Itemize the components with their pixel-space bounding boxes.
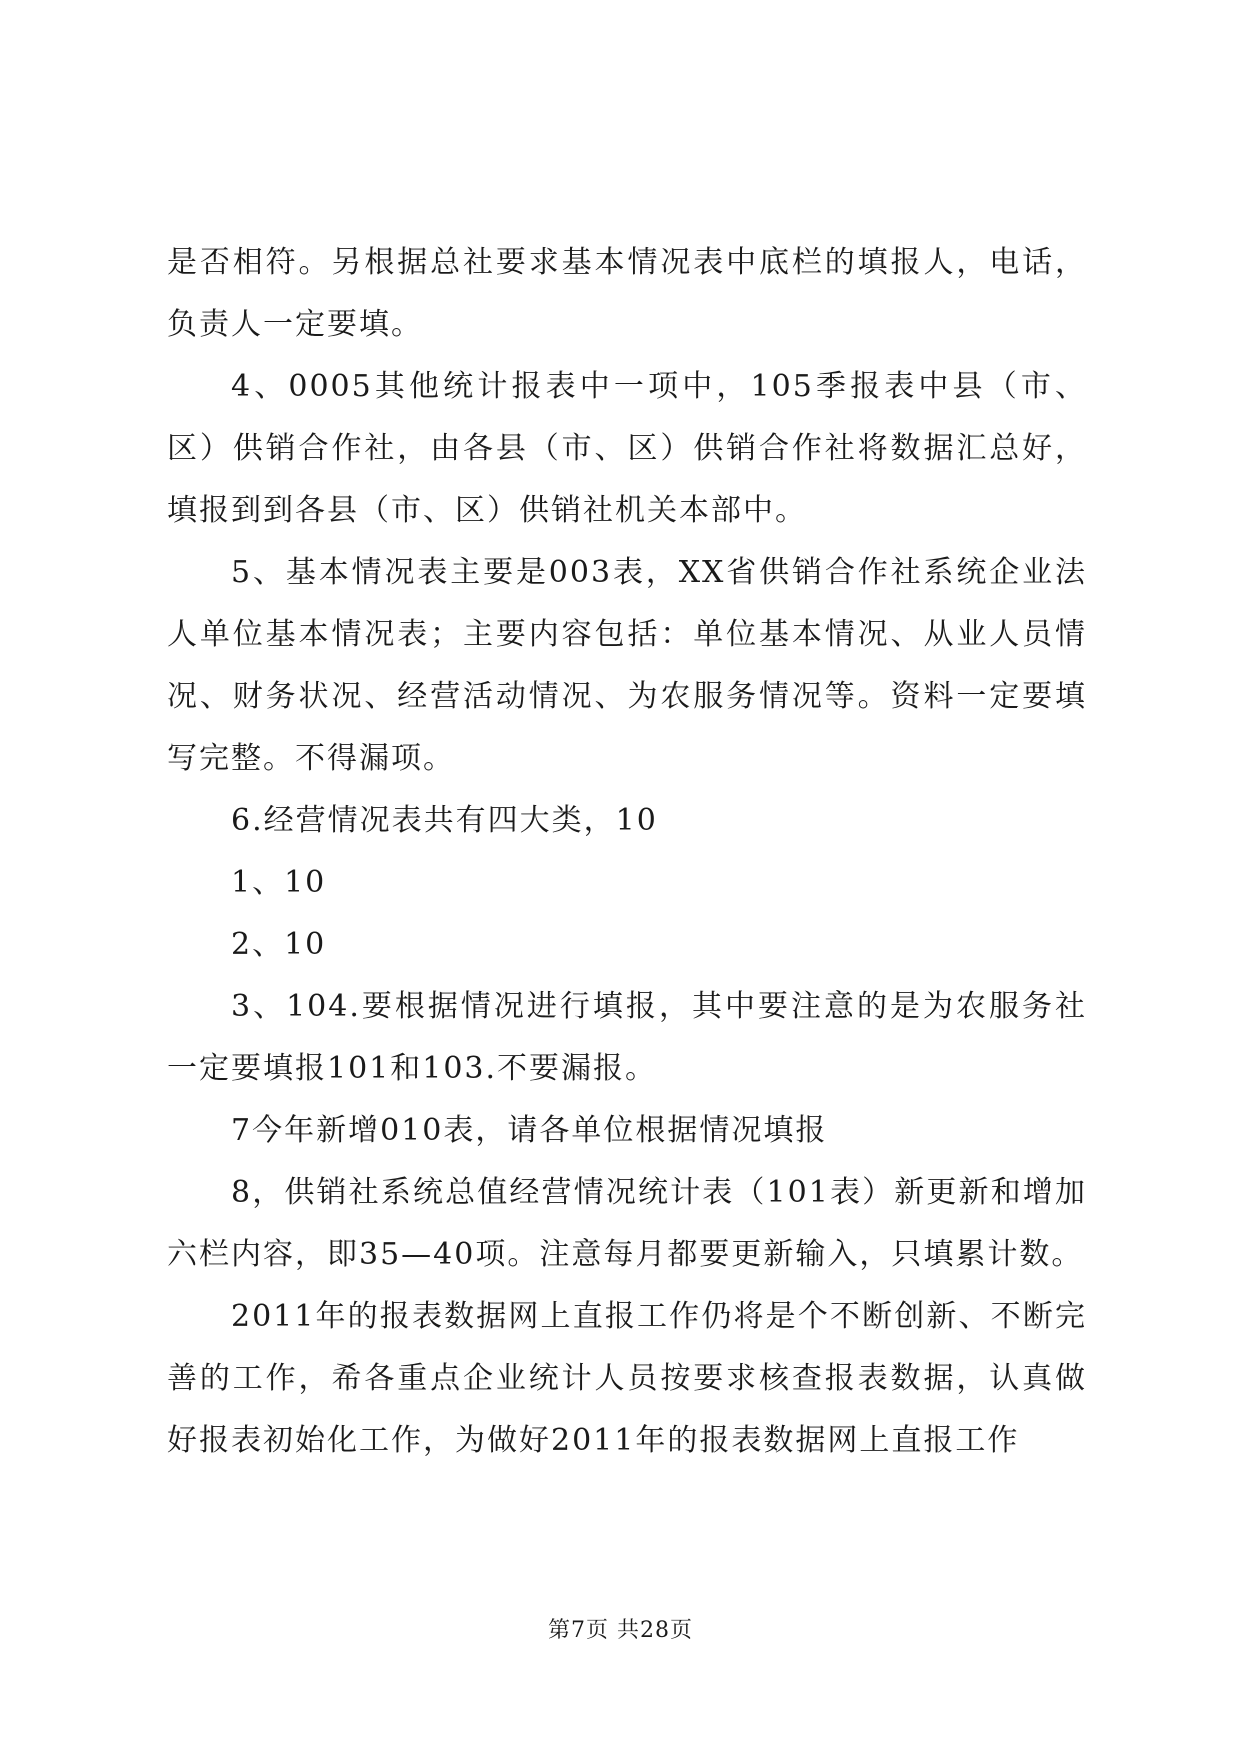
paragraph-subitem-3: 3、104.要根据情况进行填报，其中要注意的是为农服务社一定要填报101和103.不要漏报。 [167,989,1087,1086]
paragraph-item-5: 5、基本情况表主要是003表，XX省供销合作社系统企业法人单位基本情况表；主要内容包括：单位基本情况、从业人员情况、财务状况、经营活动情况、为农服务情况等。资料一定要填写完整。不得漏项。 [167,555,1087,776]
paragraph-item-8: 8，供销社系统总值经营情况统计表（101表）新更新和增加六栏内容，即35—40项。注意每月都要更新输入，只填累计数。 [167,1175,1087,1272]
body-text [167,232,1087,1472]
paragraph-item-4: 4、0005其他统计报表中一项中，105季报表中县（市、区）供销合作社，由各县（市、区）供销合作社将数据汇总好，填报到到各县（市、区）供销社机关本部中。 [167,369,1087,528]
paragraph-item-6: 6.经营情况表共有四大类，10 [231,803,658,838]
paragraph-subitem-2: 2、10 [231,927,327,962]
paragraph-continuation: 是否相符。另根据总社要求基本情况表中底栏的填报人，电话，负责人一定要填。 [167,245,1087,342]
page-number-footer: 第7页 共28页 [548,1618,693,1643]
paragraph-item-7: 7今年新增010表，请各单位根据情况填报 [231,1113,828,1148]
paragraph-subitem-1: 1、10 [231,865,327,900]
paragraph-closing: 2011年的报表数据网上直报工作仍将是个不断创新、不断完善的工作，希各重点企业统计人员按要求核查报表数据，认真做好报表初始化工作，为做好2011年的报表数据网上直报工作 [167,1299,1087,1458]
